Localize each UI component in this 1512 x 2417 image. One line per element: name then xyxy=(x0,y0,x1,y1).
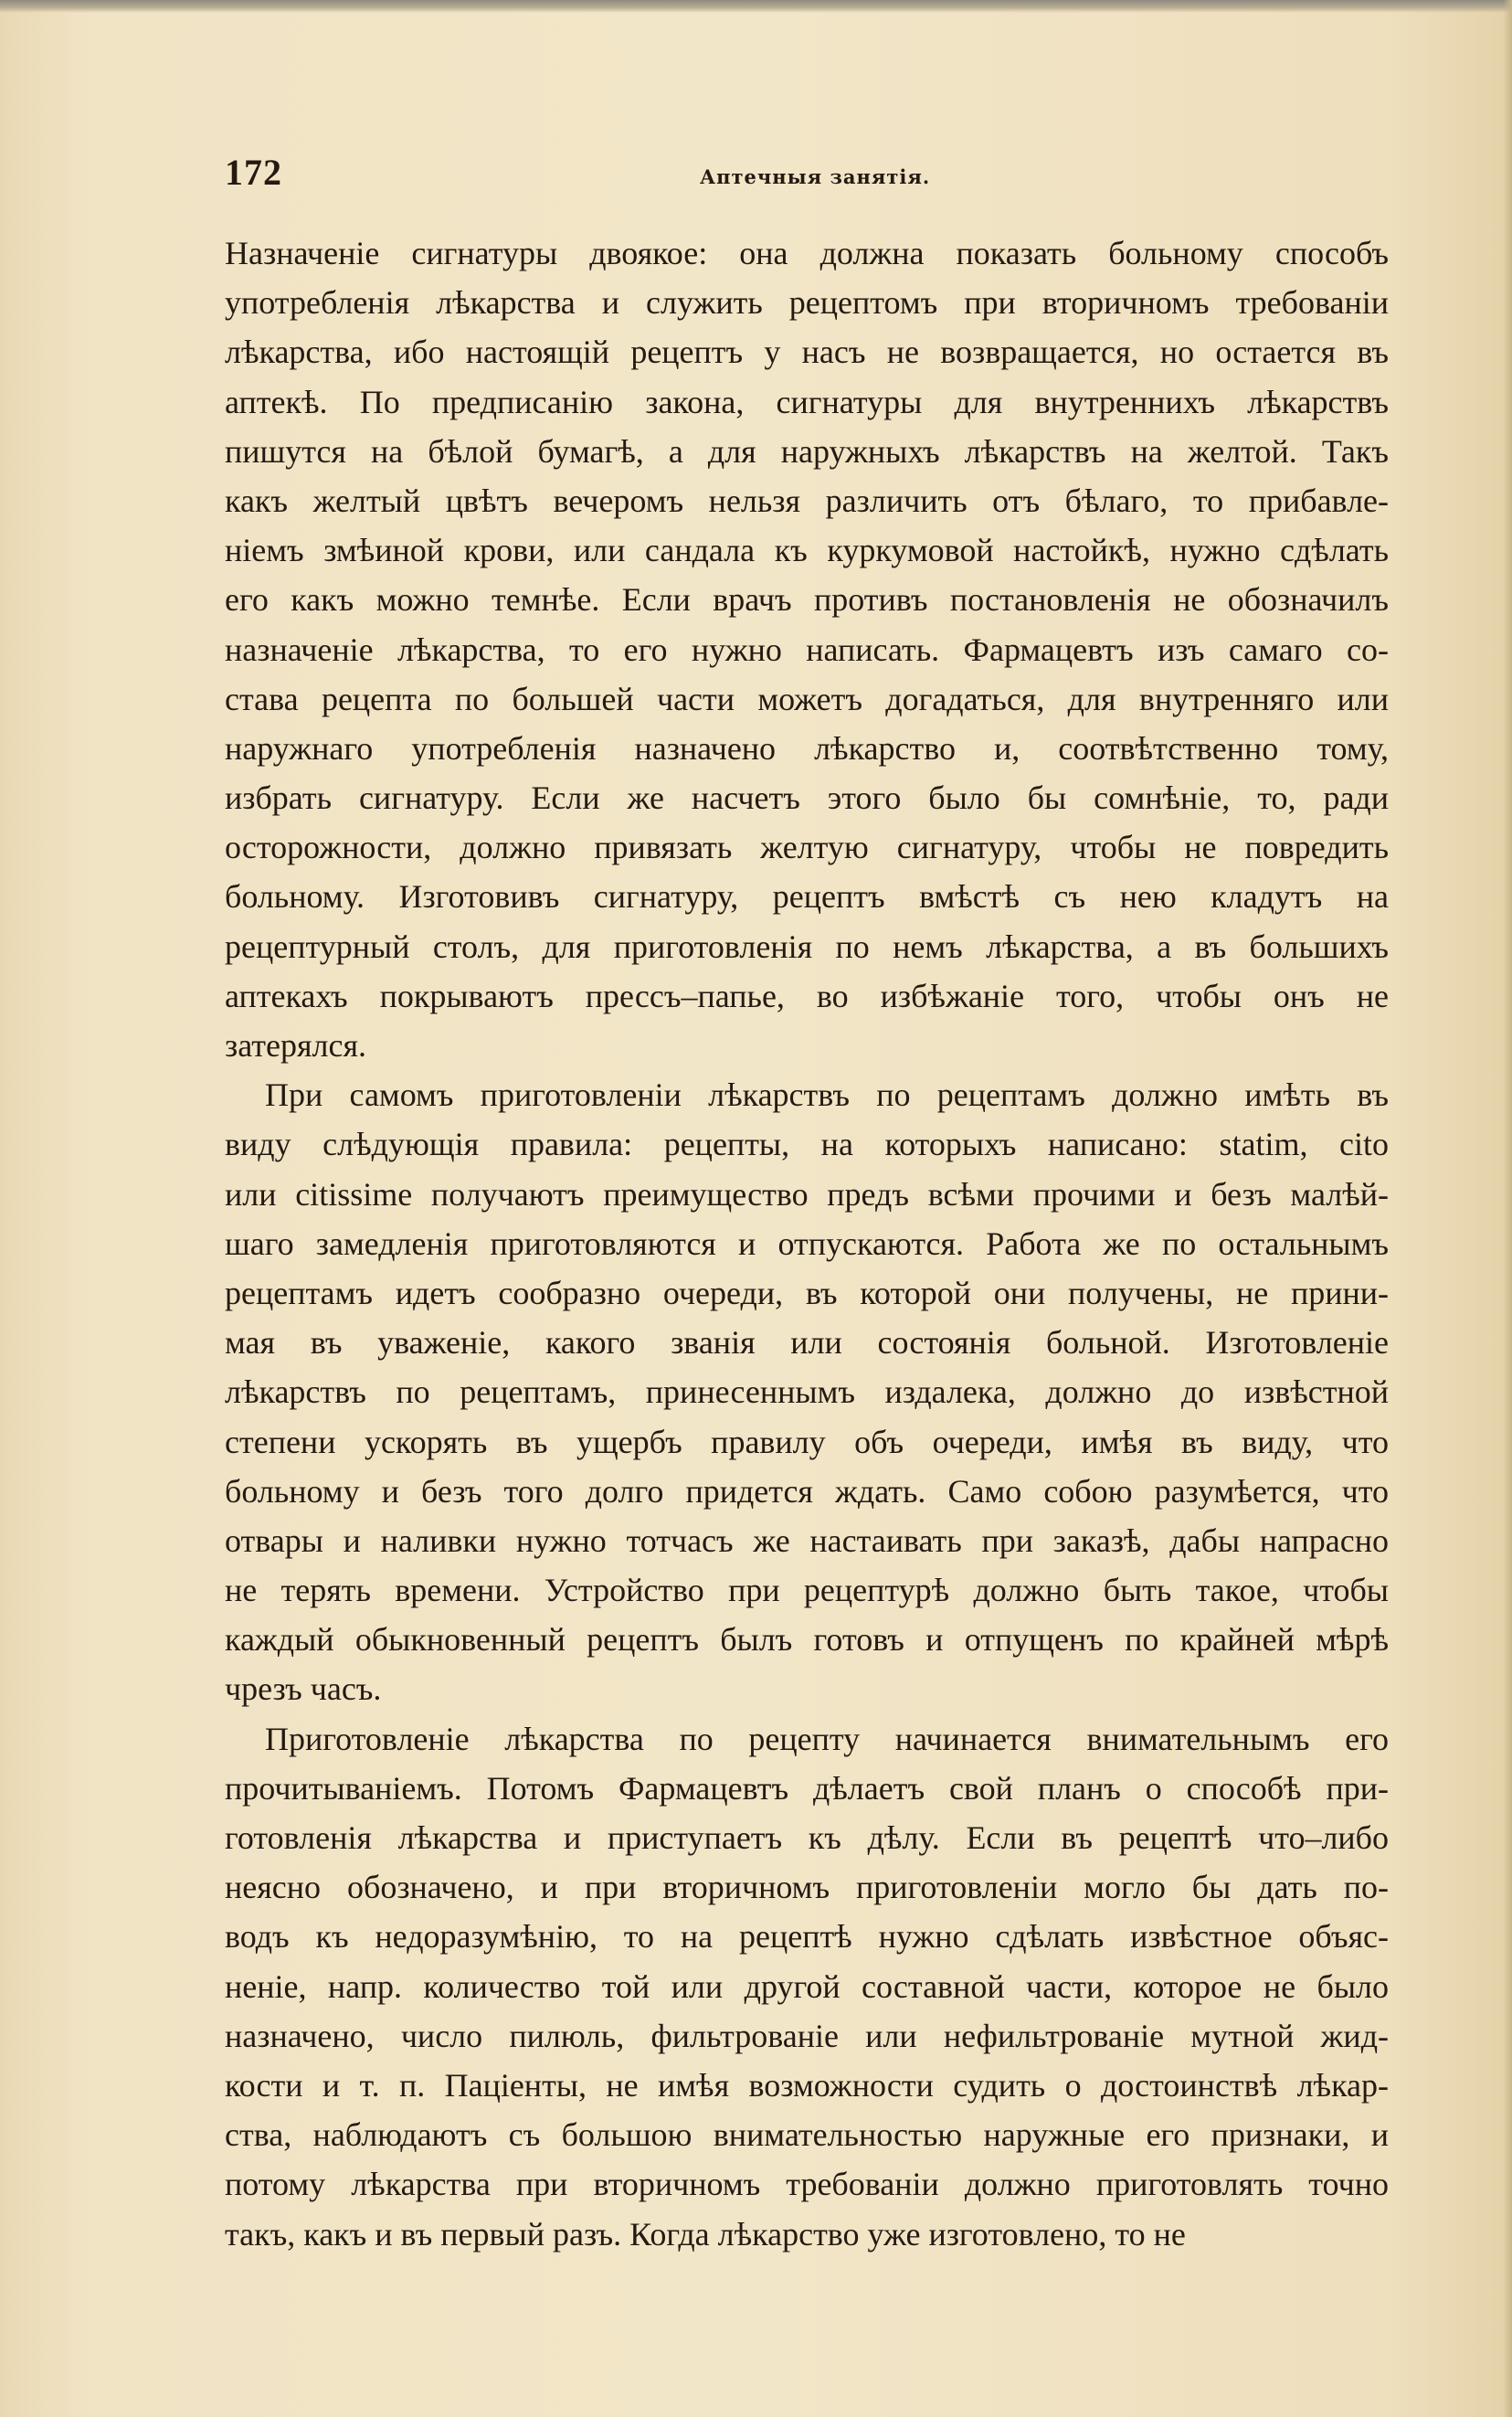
text-line: водъ къ недоразумѣнію, то на рецептѣ нужно сдѣлать извѣстное объяс- xyxy=(225,1918,1389,1956)
text-line: каждый обыкновенный рецептъ былъ готовъ и отпущенъ по крайней мѣрѣ xyxy=(225,1621,1389,1659)
text-line: употребленія лѣкарства и служить рецептомъ при вторичномъ требованіи xyxy=(225,284,1389,322)
text-line: рецептурный столъ, для приготовленія по немъ лѣкарства, а въ большихъ xyxy=(225,928,1389,965)
running-title: Аптечныя занятія. xyxy=(700,165,931,188)
text-line: прочитываніемъ. Потомъ Фармацевтъ дѣлаетъ свой планъ о способѣ при- xyxy=(225,1769,1389,1807)
page-top-edge-shadow xyxy=(0,0,1512,13)
text-line: осторожности, должно привязать желтую сигнатуру, чтобы не повредить xyxy=(225,829,1389,866)
page-right-edge-shadow xyxy=(1503,0,1512,2417)
text-line: неніе, напр. количество той или другой составной части, которое не было xyxy=(225,1967,1389,2005)
paragraph xyxy=(225,1070,1389,1713)
text-line: готовленія лѣкарства и приступаетъ къ дѣлу. Если въ рецептѣ что–либо xyxy=(225,1819,1389,1856)
text-line: аптекахъ покрываютъ прессъ–папье, во избѣжаніе того, чтобы онъ не xyxy=(225,977,1389,1014)
text-line: назначено, число пилюль, фильтрованіе или нефильтрованіе мутной жид- xyxy=(225,2017,1389,2054)
text-line: Назначеніе сигнатуры двоякое: она должна показать больному способъ xyxy=(225,235,1389,271)
text-line: лѣкарства, ибо настоящій рецептъ у насъ не возвращается, но остается въ xyxy=(225,334,1389,371)
text-line: лѣкарствъ по рецептамъ, принесеннымъ издалека, должно до извѣстной xyxy=(225,1373,1389,1411)
text-line: аптекѣ. По предписанію закона, сигнатуры для внутреннихъ лѣкарствъ xyxy=(225,383,1389,420)
text-line: става рецепта по большей части можетъ догадаться, для внутренняго или xyxy=(225,680,1389,717)
text-line: больному и безъ того долго придется ждать. Само собою разумѣется, что xyxy=(225,1472,1389,1510)
page-number: 172 xyxy=(225,152,282,193)
text-line: При самомъ приготовленіи лѣкарствъ по рецептамъ должно имѣть въ xyxy=(265,1076,1389,1114)
text-line: чрезъ часъ. xyxy=(225,1670,382,1708)
text-line: такъ, какъ и въ первый разъ. Когда лѣкарство уже изготовлено, то не xyxy=(225,2215,1186,2253)
text-line: ніемъ змѣиной крови, или сандала къ куркумовой настойкѣ, нужно сдѣлать xyxy=(225,532,1389,569)
page-header xyxy=(225,151,1389,206)
text-line: мая въ уваженіе, какого званія или состоянія больной. Изготовленіе xyxy=(225,1324,1389,1362)
text-line: ства, наблюдаютъ съ большою внимательностью наружные его признаки, и xyxy=(225,2116,1389,2154)
text-line: затерялся. xyxy=(225,1027,367,1064)
text-line: виду слѣдующія правила: рецепты, на которыхъ написано: statim, cito xyxy=(225,1126,1389,1163)
text-line: больному. Изготовивъ сигнатуру, рецептъ вмѣстѣ съ нею кладутъ на xyxy=(225,878,1389,916)
text-line: потому лѣкарства при вторичномъ требованіи должно приготовлять точно xyxy=(225,2166,1389,2203)
text-line: его какъ можно темнѣе. Если врачъ противъ постановленія не обозначилъ xyxy=(225,581,1389,619)
text-line: неясно обозначено, и при вторичномъ приготовленіи могло бы дать по- xyxy=(225,1869,1389,1906)
text-line: избрать сигнатуру. Если же насчетъ этого было бы сомнѣніе, то, ради xyxy=(225,779,1389,817)
text-line: Приготовленіе лѣкарства по рецепту начинается внимательнымъ его xyxy=(265,1720,1389,1757)
text-line: наружнаго употребленія назначено лѣкарство и, соотвѣтственно тому, xyxy=(225,729,1389,767)
paragraph xyxy=(225,1714,1389,2259)
text-line: кости и т. п. Паціенты, не имѣя возможности судить о достоинствѣ лѣкар- xyxy=(225,2066,1389,2104)
text-line: степени ускорять въ ущербъ правилу объ очереди, имѣя въ виду, что xyxy=(225,1423,1389,1460)
text-line: назначеніе лѣкарства, то его нужно написать. Фармацевтъ изъ самаго со- xyxy=(225,631,1389,668)
text-line: какъ желтый цвѣтъ вечеромъ нельзя различить отъ бѣлаго, то прибавле- xyxy=(225,482,1389,519)
text-line: отвары и наливки нужно тотчасъ же настаивать при заказѣ, дабы напрасно xyxy=(225,1521,1389,1559)
text-line: не терять времени. Устройство при рецептурѣ должно быть такое, чтобы xyxy=(225,1572,1389,1609)
text-line: или citissime получаютъ преимущество предъ всѣми прочими и безъ малѣй- xyxy=(225,1175,1389,1213)
body-text xyxy=(225,228,1389,2259)
text-line: пишутся на бѣлой бумагѣ, а для наружныхъ лѣкарствъ на желтой. Такъ xyxy=(225,432,1389,470)
text-line: шаго замедленія приготовляются и отпускаются. Работа же по остальнымъ xyxy=(225,1224,1389,1262)
paragraph xyxy=(225,228,1389,1070)
text-line: рецептамъ идетъ сообразно очереди, въ которой они получены, не прини- xyxy=(225,1274,1389,1311)
